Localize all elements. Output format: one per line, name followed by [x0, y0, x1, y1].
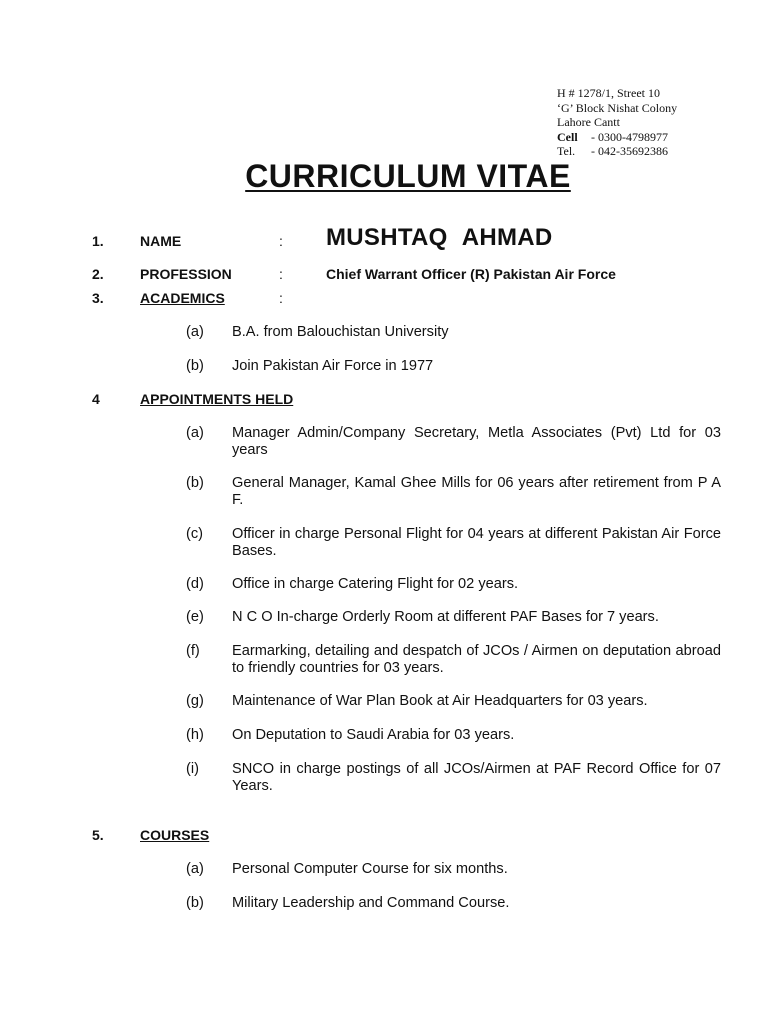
courses-number: 5.: [92, 827, 104, 843]
item-text: Manager Admin/Company Secretary, Metla Associates (Pvt) Ltd for 03 years: [232, 425, 721, 458]
item-letter: (b): [186, 895, 204, 911]
name-label: NAME: [140, 233, 182, 249]
item-text: Officer in charge Personal Flight for 04 years at different Pakistan Air Force Bases.: [232, 526, 721, 559]
item-letter: (b): [186, 358, 204, 374]
item-text: Join Pakistan Air Force in 1977: [232, 358, 434, 374]
address-line-2: ‘G’ Block Nishat Colony: [557, 100, 678, 115]
name-number: 1.: [92, 233, 104, 249]
academics-heading: ACADEMICS: [140, 290, 225, 306]
appointment-item: [186, 609, 721, 626]
appointment-item: [186, 526, 721, 560]
address-line-1: H # 1278/1, Street 10: [557, 86, 660, 100]
item-text: Military Leadership and Command Course.: [232, 895, 510, 911]
appointment-item: [186, 643, 721, 677]
appointment-item: [186, 693, 721, 710]
tel-label: Tel.: [557, 144, 576, 159]
cell-row: [557, 130, 677, 145]
cell-number: - 0300-4798977: [591, 129, 668, 144]
item-text: On Deputation to Saudi Arabia for 03 years.: [232, 727, 515, 743]
academics-colon: :: [279, 290, 283, 306]
item-letter: (c): [186, 526, 204, 542]
appointments-number: 4: [92, 391, 100, 407]
item-text: Maintenance of War Plan Book at Air Headquarters for 03 years.: [232, 693, 648, 709]
applicant-name: MUSHTAQ AHMAD: [326, 224, 553, 251]
item-letter: (a): [186, 425, 204, 441]
item-letter: (e): [186, 609, 204, 625]
item-letter: (f): [186, 643, 200, 659]
item-letter: (h): [186, 727, 204, 743]
name-colon: :: [279, 233, 283, 249]
item-letter: (g): [186, 693, 204, 709]
item-text: SNCO in charge postings of all JCOs/Airmen at PAF Record Office for 07 Years.: [232, 761, 721, 794]
item-text: Personal Computer Course for six months.: [232, 861, 508, 877]
academics-item: [186, 324, 721, 341]
tel-number: - 042-35692386: [591, 144, 668, 159]
cell-label: Cell: [557, 129, 578, 144]
item-letter: (b): [186, 475, 204, 491]
item-text: Office in charge Catering Flight for 02 years.: [232, 576, 519, 592]
tel-row: [557, 144, 677, 159]
appointment-item: [186, 761, 721, 795]
address-block: [557, 86, 677, 159]
profession-colon: :: [279, 266, 283, 282]
appointment-item: [186, 475, 721, 509]
profession-number: 2.: [92, 266, 104, 282]
page-title: CURRICULUM VITAE: [245, 158, 571, 194]
course-item: [186, 861, 721, 878]
academics-item: [186, 358, 721, 375]
appointment-item: [186, 425, 721, 459]
courses-heading: COURSES: [140, 827, 210, 843]
item-letter: (a): [186, 861, 204, 877]
item-text: N C O In-charge Orderly Room at different PAF Bases for 7 years.: [232, 609, 659, 625]
item-text: General Manager, Kamal Ghee Mills for 06 years after retirement from P A F.: [232, 475, 721, 508]
item-text: B.A. from Balouchistan University: [232, 324, 449, 340]
appointment-item: [186, 727, 721, 744]
item-letter: (d): [186, 576, 204, 592]
academics-number: 3.: [92, 290, 104, 306]
address-line-3: Lahore Cantt: [557, 115, 620, 130]
item-letter: (i): [186, 761, 199, 777]
item-text: Earmarking, detailing and despatch of JCOs / Airmen on deputation abroad to friendly countries for 03 years.: [232, 643, 721, 676]
profession-value: Chief Warrant Officer (R) Pakistan Air Force: [326, 266, 616, 282]
appointment-item: [186, 576, 721, 593]
item-letter: (a): [186, 324, 204, 340]
appointments-heading: APPOINTMENTS HELD: [140, 391, 294, 407]
profession-label: PROFESSION: [140, 266, 232, 282]
course-item: [186, 895, 721, 912]
